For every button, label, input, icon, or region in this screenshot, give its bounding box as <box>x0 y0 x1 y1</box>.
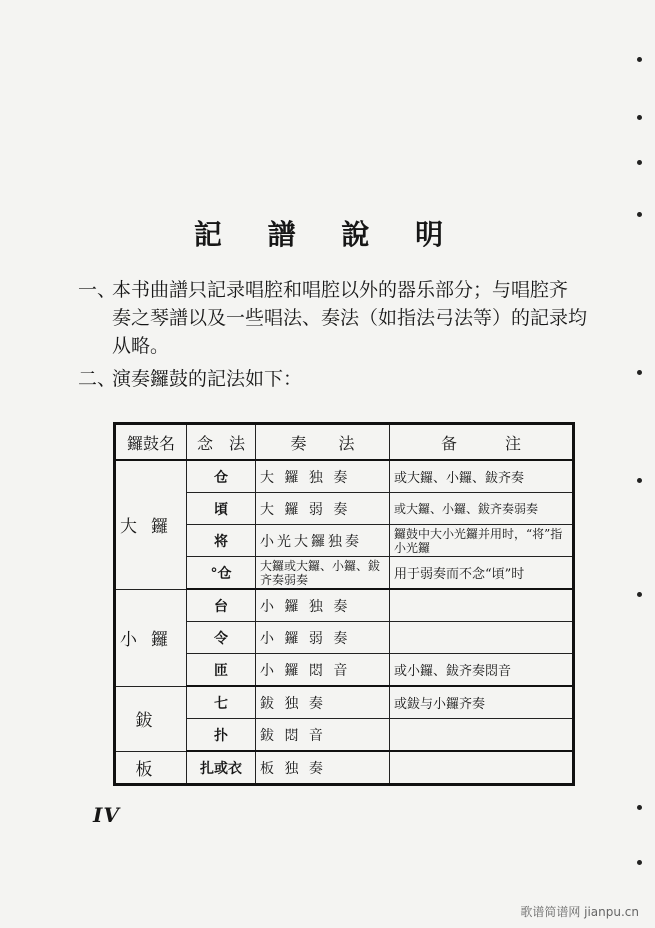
play-cell: 鈸 独 奏 <box>256 686 390 719</box>
note-cell <box>390 589 574 622</box>
margin-mark <box>637 212 642 217</box>
chant-cell: 扑 <box>187 719 256 752</box>
paragraph-number: 二、 <box>78 368 117 390</box>
note-cell <box>390 719 574 752</box>
play-cell: 小 鑼 独 奏 <box>256 589 390 622</box>
play-cell: 大 鑼 独 奏 <box>256 460 390 493</box>
chant-cell: 扎或衣 <box>187 751 256 785</box>
page-title: 記 譜 說 明 <box>193 218 462 251</box>
play-cell: 板 独 奏 <box>256 751 390 785</box>
note-cell <box>390 622 574 654</box>
margin-mark <box>637 115 642 120</box>
table-row <box>115 686 574 719</box>
chant-cell: 将 <box>187 525 256 557</box>
note-cell <box>390 751 574 785</box>
table-row <box>115 751 574 785</box>
page-number: IV <box>93 803 120 827</box>
header-playing-method: 奏 法 <box>256 424 390 461</box>
paragraph-one <box>78 276 598 360</box>
margin-mark <box>637 57 642 62</box>
margin-mark <box>637 160 642 165</box>
margin-mark <box>637 860 642 865</box>
margin-mark <box>637 478 642 483</box>
table-header-row <box>115 424 574 461</box>
note-cell: 或鈸与小鑼齐奏 <box>390 686 574 719</box>
watermark: 歌谱简谱网 jianpu.cn <box>520 905 639 919</box>
note-cell: 或小鑼、鈸齐奏悶音 <box>390 654 574 687</box>
header-gong-drum-name: 鑼鼓名 <box>115 424 187 461</box>
gong-drum-notation-table <box>113 422 575 786</box>
margin-mark <box>637 370 642 375</box>
paragraph-two-text: 演奏鑼鼓的記法如下： <box>112 368 303 390</box>
paragraph-one-continuation: 奏之琴譜以及一些唱法、奏法（如指法弓法等）的記录均从略。 <box>112 307 588 357</box>
play-cell: 鈸 悶 音 <box>256 719 390 752</box>
chant-cell: 台 <box>187 589 256 622</box>
note-cell: 或大鑼、小鑼、鈸齐奏 <box>390 460 574 493</box>
table-row <box>115 460 574 493</box>
margin-mark <box>637 592 642 597</box>
paragraph-number: 一、 <box>78 279 117 301</box>
paragraph-two <box>78 365 598 393</box>
margin-mark <box>637 805 642 810</box>
play-cell: 小 鑼 悶 音 <box>256 654 390 687</box>
note-cell: 鑼鼓中大小光鑼并用时，“将”指小光鑼 <box>390 525 574 557</box>
group-cymbal: 鈸 <box>115 686 187 751</box>
group-small-gong: 小鑼 <box>115 589 187 686</box>
play-cell: 大鑼或大鑼、小鑼、鈸齐奏弱奏 <box>256 557 390 590</box>
group-clapper: 板 <box>115 751 187 785</box>
group-big-gong: 大鑼 <box>115 460 187 589</box>
play-cell: 小 鑼 弱 奏 <box>256 622 390 654</box>
chant-cell: 頃 <box>187 493 256 525</box>
chant-cell: 匝 <box>187 654 256 687</box>
play-cell: 小光大鑼独奏 <box>256 525 390 557</box>
chant-cell: 令 <box>187 622 256 654</box>
play-cell: 大 鑼 弱 奏 <box>256 493 390 525</box>
note-cell: 或大鑼、小鑼、鈸齐奏弱奏 <box>390 493 574 525</box>
chant-cell: °仓 <box>187 557 256 590</box>
chant-cell: 七 <box>187 686 256 719</box>
table-row <box>115 589 574 622</box>
paragraph-one-first-line: 本书曲譜只記录唱腔和唱腔以外的器乐部分；与唱腔齐 <box>112 279 569 301</box>
header-remarks: 备 注 <box>390 424 574 461</box>
note-cell: 用于弱奏而不念“頃”时 <box>390 557 574 590</box>
chant-cell: 仓 <box>187 460 256 493</box>
header-chant: 念 法 <box>187 424 256 461</box>
